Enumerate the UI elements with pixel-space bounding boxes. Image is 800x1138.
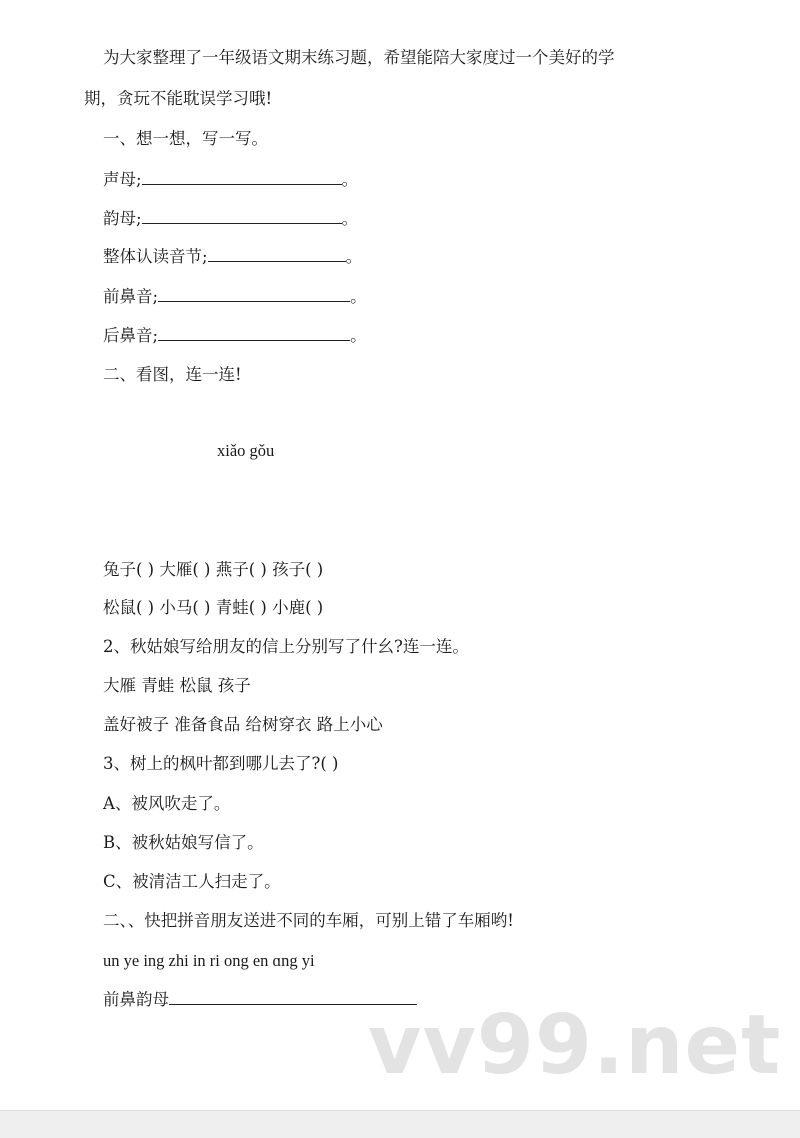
fill-end: 。 [341, 209, 359, 228]
fill-label: 整体认读音节; [103, 247, 208, 266]
answer-blank[interactable] [142, 209, 342, 224]
fill-label: 前鼻韵母 [103, 990, 169, 1009]
watermark: vv99.net [368, 998, 782, 1093]
fill-item-shengmu [103, 170, 358, 190]
fill-item-yunmu [103, 209, 358, 229]
fill-end: 。 [341, 170, 359, 189]
fill-item-qianbiyin [103, 287, 367, 307]
fill-end: 。 [350, 326, 367, 345]
fill-item-houbiyin [103, 326, 367, 346]
question-2-actions: 盖好被子 准备食品 给树穿衣 路上小心 [103, 715, 383, 734]
question-2-names: 大雁 青蛙 松鼠 孩子 [103, 676, 251, 695]
fill-label: 前鼻音; [103, 287, 159, 306]
question-3-title: 3、树上的枫叶都到哪儿去了?( ) [103, 754, 339, 773]
fill-end: 。 [345, 247, 363, 266]
option-c: C、被清洁工人扫走了。 [103, 872, 281, 891]
answer-blank[interactable] [158, 287, 350, 302]
option-b: B、被秋姑娘写信了。 [103, 833, 264, 852]
answer-blank[interactable] [208, 247, 346, 262]
animal-row-2: 松鼠( ) 小马( ) 青蛙( ) 小鹿( ) [103, 598, 324, 617]
fill-label: 后鼻音; [103, 326, 159, 345]
fill-label: 声母; [103, 170, 142, 189]
animal-row-1: 兔子( ) 大雁( ) 燕子( ) 孩子( ) [103, 560, 324, 579]
fill-label: 韵母; [103, 209, 142, 228]
intro-line-1: 为大家整理了一年级语文期末练习题，希望能陪大家度过一个美好的学 [103, 48, 615, 67]
intro-line-2: 期，贪玩不能耽误学习哦! [84, 89, 273, 108]
pinyin-label: xiǎo gǒu [217, 441, 275, 460]
option-a: A、被风吹走了。 [103, 794, 231, 813]
answer-blank[interactable] [158, 326, 350, 341]
section3-title: 二、、快把拼音朋友送进不同的车厢，可别上错了车厢哟! [103, 911, 514, 930]
pinyin-syllables: un ye ing zhi in ri ong en ɑng yi [103, 951, 315, 970]
section1-title: 一、想一想，写一写。 [103, 129, 268, 148]
answer-blank[interactable] [142, 170, 342, 185]
section2-title: 二、看图，连一连! [103, 365, 242, 384]
fill-end: 。 [350, 287, 367, 306]
question-2-title: 2、秋姑娘写给朋友的信上分别写了什幺?连一连。 [103, 637, 469, 656]
fill-item-zhengti [103, 247, 362, 267]
page-bottom-bar [0, 1110, 800, 1138]
